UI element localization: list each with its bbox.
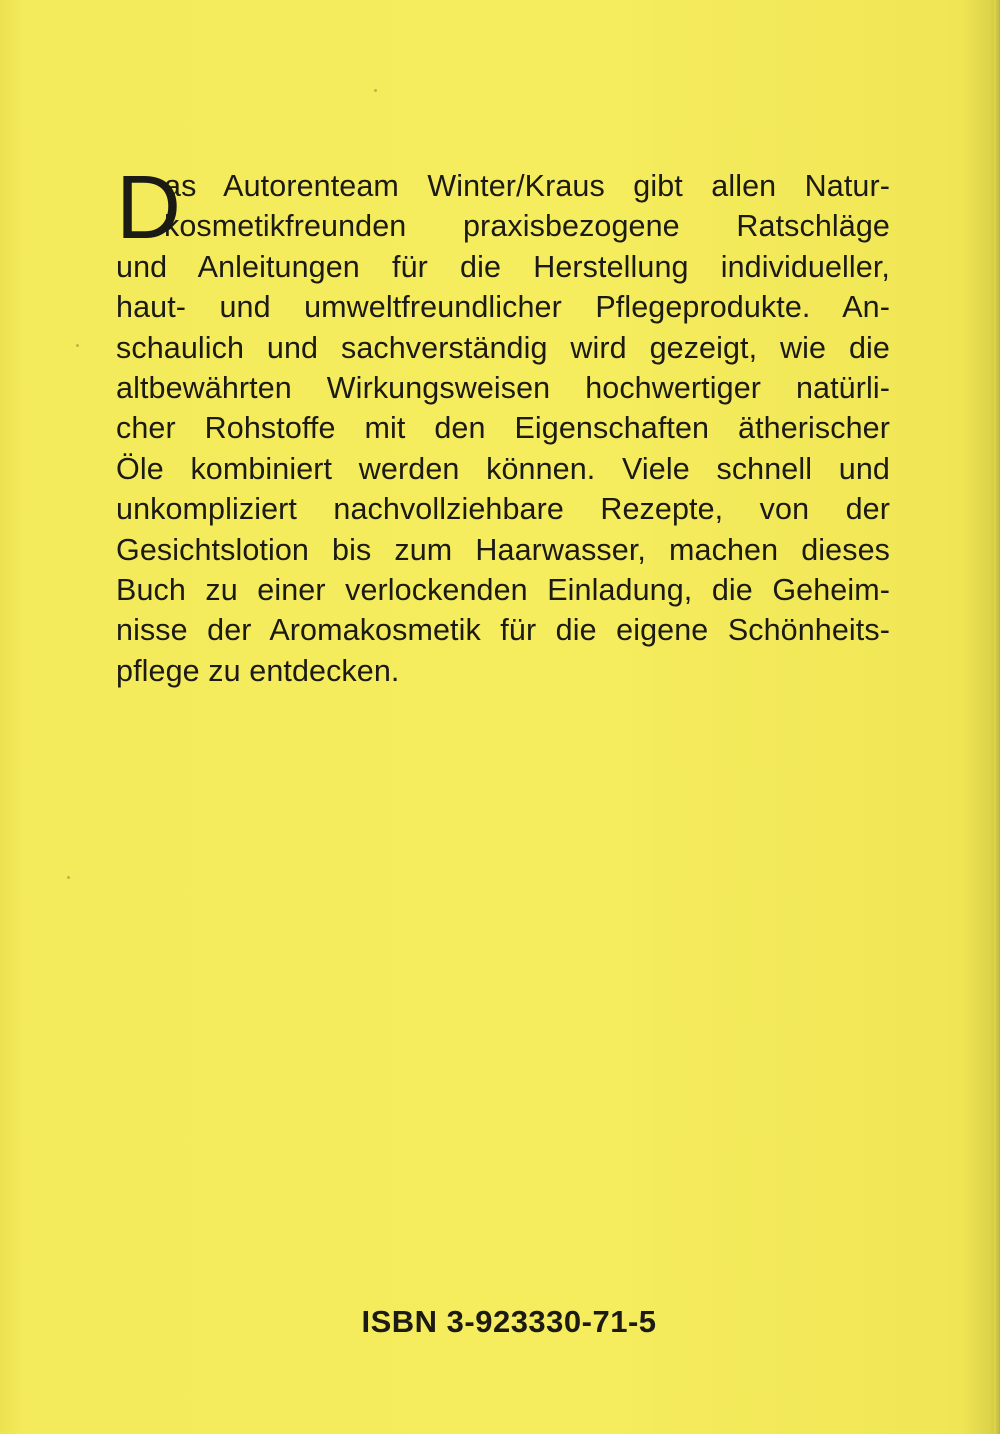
blurb-line: und Anleitungen für die Herstellung individueller, [116,249,890,284]
paper-speck [374,89,377,92]
blurb-line: altbewährten Wirkungsweisen hochwertiger natürli- [116,370,890,405]
blurb-line: unkompliziert nachvollziehbare Rezepte, von der [116,492,890,527]
paper-speck [67,876,70,879]
isbn-number: ISBN 3-923330-71-5 [361,1304,657,1339]
blurb-line: cher Rohstoffe mit den Eigenschaften ätherischer [116,411,890,446]
blurb-line: haut- und umweltfreundlicher Pflegeprodukte. An- [116,290,890,325]
blurb-line: nisse der Aromakosmetik für die eigene Schönheits- [116,613,890,648]
blurb-line: kosmetikfreunden praxisbezogene Ratschläge [164,209,890,244]
blurb-line: as Autorenteam Winter/Kraus gibt allen Natur- [164,169,890,203]
cover-edge [994,0,1000,1434]
blurb-line: Gesichtslotion bis zum Haarwasser, machen dieses [116,532,890,567]
blurb-line: pflege zu entdecken. [116,653,400,688]
blurb-text [116,158,890,691]
paper-speck [76,344,79,347]
blurb-line: Buch zu einer verlockenden Einladung, die Geheim- [116,572,890,607]
drop-cap: D [116,158,181,258]
blurb-line: Öle kombiniert werden können. Viele schnell und [116,451,890,486]
blurb-line: schaulich und sachverständig wird gezeigt, wie die [116,330,890,365]
